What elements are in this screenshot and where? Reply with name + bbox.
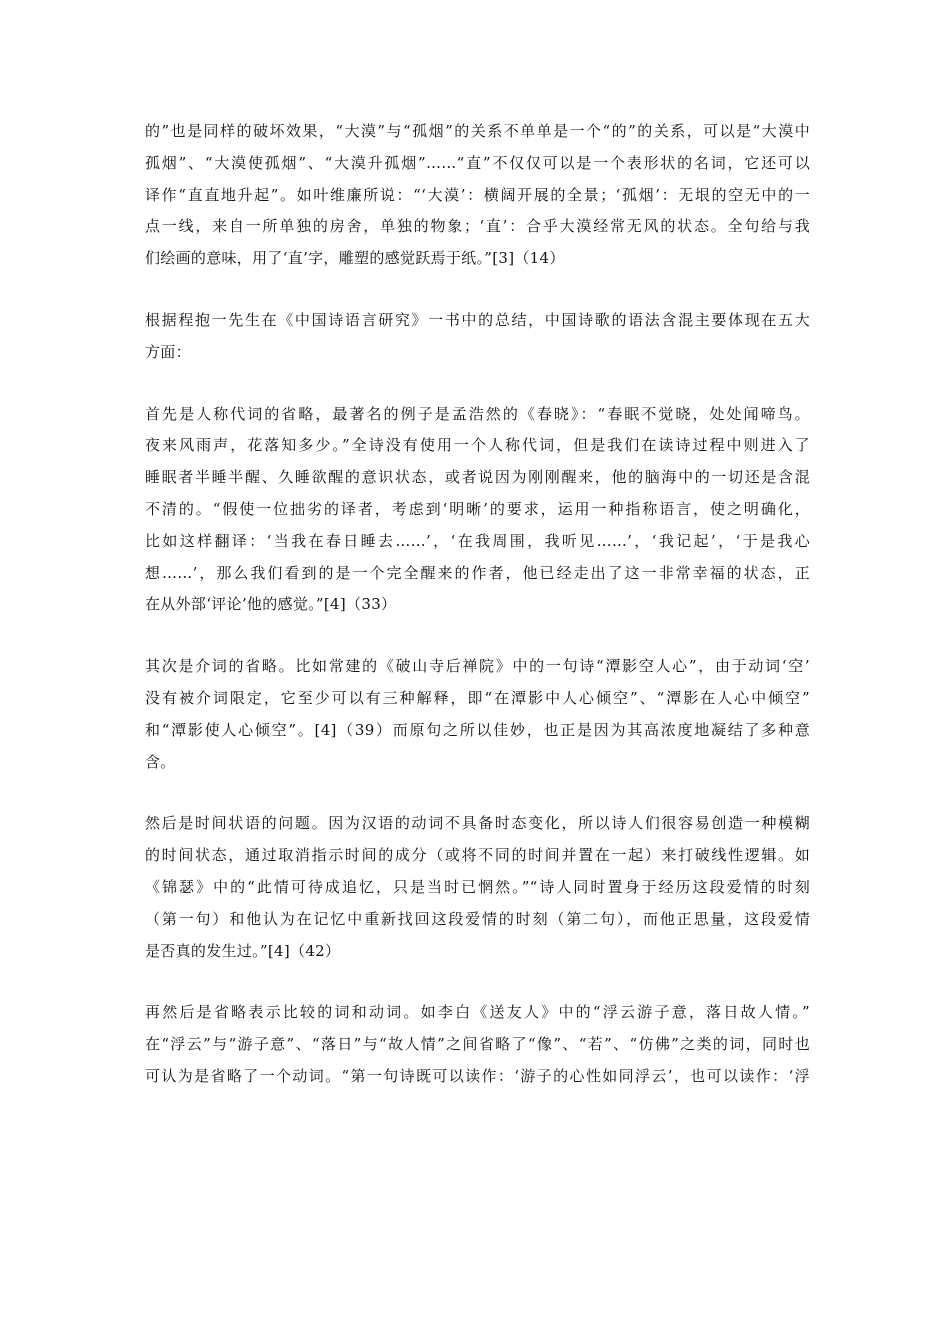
- text-line: 可认为是省略了一个动词。“第一句诗既可以读作：‘游子的心性如同浮云’，也可以读作：‘浮: [145, 1066, 810, 1085]
- text-line: 想……’，那么我们看到的是一个完全醒来的作者，他已经走出了这一非常幸福的状态，正: [145, 563, 810, 582]
- text-line: 和“潭影使人心倾空”。[4]（39）而原句之所以佳妙，也正是因为其高浓度地凝结了多种意: [145, 720, 810, 739]
- text-line: 的”也是同样的破坏效果，“大漠”与“孤烟”的关系不单单是一个“的”的关系，可以是“大漠中: [145, 122, 810, 140]
- text-line: 不清的。“假使一位拙劣的译者，考虑到‘明晰’的要求，运用一种指称语言，使之明确化，: [145, 499, 810, 518]
- text-line: 们绘画的意味，用了‘直’字，雕塑的感觉跃焉于纸。”[3]（14）: [145, 249, 565, 268]
- text-line: 再然后是省略表示比较的词和动词。如李白《送友人》中的“浮云游子意，落日故人情。”: [145, 1003, 810, 1022]
- text-line: 根据程抱一先生在《中国诗语言研究》一书中的总结，中国诗歌的语法含混主要体现在五大: [145, 310, 810, 329]
- text-line: 在从外部‘评论’他的感觉。”[4]（33）: [145, 595, 397, 614]
- paragraph-yeweilian-quote: [145, 116, 810, 275]
- paragraph-time-adverbial: [145, 808, 810, 967]
- text-line: 比如这样翻译：‘当我在春日睡去……’，‘在我周围，我听见……’，‘我记起’，‘于是我心: [145, 531, 810, 550]
- text-line: （第一句）和他认为在记忆中重新找回这段爱情的时刻（第二句），而他正思量，这段爱情: [145, 909, 810, 928]
- text-line: 方面：: [145, 342, 191, 361]
- text-line: 孤烟”、“大漠使孤烟”、“大漠升孤烟”……“直”不仅仅可以是一个表形状的名词，它还可以: [145, 153, 810, 172]
- text-line: 首先是人称代词的省略，最著名的例子是孟浩然的《春晓》：“春眠不觉晓，处处闻啼鸟。: [145, 404, 810, 423]
- text-line: 没有被介词限定，它至少可以有三种解释，即“在潭影中人心倾空”、“潭影在人心中倾空”: [145, 688, 810, 707]
- text-line: 点一线，来自一所单独的房舍，单独的物象；‘直’：合乎大漠经常无风的状态。全句给与我: [145, 217, 810, 236]
- text-line: 然后是时间状语的问题。因为汉语的动词不具备时态变化，所以诗人们很容易创造一种模糊: [145, 814, 810, 833]
- document-page: [145, 116, 810, 1123]
- paragraph-pronoun-omission: [145, 399, 810, 622]
- paragraph-comparison-omission: [145, 997, 810, 1092]
- paragraph-preposition-omission: [145, 651, 810, 778]
- text-line: 是否真的发生过。”[4]（42）: [145, 941, 341, 960]
- text-line: 的时间状态，通过取消指示时间的成分（或将不同的时间并置在一起）来打破线性逻辑。如: [145, 846, 810, 865]
- text-line: 译作“直直地升起”。如叶维廉所说：“‘大漠’：横阔开展的全景；‘孤烟’：无垠的空无中的一: [145, 185, 810, 204]
- paragraph-five-aspects: [145, 305, 810, 369]
- text-line: 含。: [145, 752, 176, 771]
- text-line: 夜来风雨声，花落知多少。”全诗没有使用一个人称代词，但是我们在读诗过程中则进入了: [145, 436, 810, 455]
- text-line: 《锦瑟》中的“此情可待成追忆，只是当时已惘然。”“诗人同时置身于经历这段爱情的时刻: [145, 877, 810, 896]
- text-line: 睡眠者半睡半醒、久睡欲醒的意识状态，或者说因为刚刚醒来，他的脑海中的一切还是含混: [145, 468, 810, 487]
- text-line: 在“浮云”与“游子意”、“落日”与“故人情”之间省略了“像”、“若”、“仿佛”之类的词，同时也: [145, 1035, 810, 1054]
- text-line: 其次是介词的省略。比如常建的《破山寺后禅院》中的一句诗“潭影空人心”，由于动词‘空’: [145, 657, 810, 676]
